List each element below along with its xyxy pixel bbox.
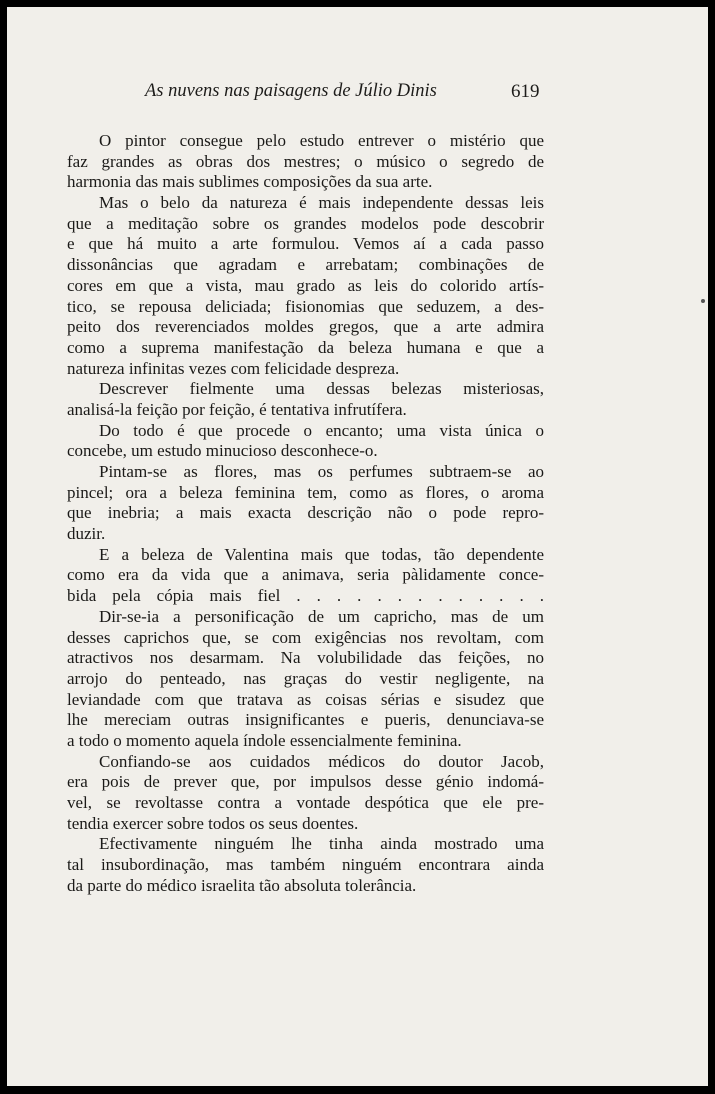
text-line: desses caprichos que, se com exigências nos revoltam, com — [67, 627, 544, 647]
text-line: Dir-se-ia a personificação de um capricho, mas de um — [99, 606, 544, 626]
text-line: peito dos reverenciados moldes gregos, que a arte admira — [67, 317, 544, 337]
text-line: como a suprema manifestação da beleza humana e que a — [67, 337, 544, 357]
text-line: tico, se repousa deliciada; fisionomias que seduzem, a des- — [67, 296, 544, 316]
running-title: As nuvens nas paisagens de Júlio Dinis — [145, 81, 437, 101]
text-line: Efectivamente ninguém lhe tinha ainda mostrado uma — [99, 834, 544, 854]
text-line: Do todo é que procede o encanto; uma vista única o — [99, 420, 544, 440]
text-line: tal insubordinação, mas também ninguém encontrara ainda — [67, 855, 544, 875]
text-line: tendia exercer sobre todos os seus doentes. — [67, 813, 359, 833]
text-line: Descrever fielmente uma dessas belezas misteriosas, — [99, 379, 544, 399]
text-line: faz grandes as obras dos mestres; o músico o segredo de — [67, 151, 544, 171]
book-page — [7, 7, 708, 1086]
text-line: O pintor consegue pelo estudo entrever o mistério que — [99, 131, 544, 150]
text-line: que inebria; a mais exacta descrição não o pode repro- — [67, 503, 544, 523]
text-line: da parte do médico israelita tão absoluta tolerância. — [67, 875, 417, 895]
text-line: Confiando-se aos cuidados médicos do doutor Jacob, — [99, 751, 544, 771]
text-line: vel, se revoltasse contra a vontade despótica que ele pre- — [67, 793, 544, 812]
text-line: a todo o momento aquela índole essencialmente feminina. — [67, 730, 462, 750]
text-line: E a beleza de Valentina mais que todas, tão dependente — [99, 544, 544, 564]
text-line: harmonia das mais sublimes composições da sua arte. — [67, 172, 433, 192]
text-line: analisá-la feição por feição, é tentativa infrutífera. — [67, 399, 407, 419]
text-line: natureza infinitas vezes com felicidade despreza. — [67, 358, 400, 378]
text-line: era pois de prever que, por impulsos desse génio indomá- — [67, 772, 544, 792]
text-line: como era da vida que a animava, seria pàlidamente conce- — [67, 565, 544, 585]
text-line: pincel; ora a beleza feminina tem, como as flores, o aroma — [67, 482, 544, 502]
text-line: lhe mereciam outras insignificantes e pueris, denunciava-se — [67, 710, 544, 730]
text-line: concebe, um estudo minucioso desconhece-o. — [67, 441, 378, 461]
running-header — [7, 77, 708, 107]
body-text — [67, 131, 544, 896]
text-line: Pintam-se as flores, mas os perfumes subtraem-se ao — [99, 462, 544, 481]
text-line: arrojo do penteado, nas graças do vestir negligente, na — [67, 668, 544, 688]
text-line: e que há muito a arte formulou. Vemos aí a cada passo — [67, 234, 544, 254]
text-line: cores em que a vista, mau grado as leis do colorido artís- — [67, 275, 544, 295]
text-line: leviandade com que tratava as coisas sérias e sisudez que — [67, 689, 544, 709]
text-line: Mas o belo da natureza é mais independente dessas leis — [99, 193, 544, 213]
text-line: duzir. — [67, 524, 106, 544]
text-line: atractivos nos desarmam. Na volubilidade das feições, no — [67, 648, 544, 668]
margin-speck — [701, 299, 705, 303]
text-line: dissonâncias que agradam e arrebatam; combinações de — [67, 255, 544, 275]
text-line: que a meditação sobre os grandes modelos pode descobrir — [67, 213, 544, 233]
text-line: bida pela cópia mais fiel . . . . . . . . . . . . . — [67, 586, 544, 606]
page-number: 619 — [511, 81, 540, 102]
